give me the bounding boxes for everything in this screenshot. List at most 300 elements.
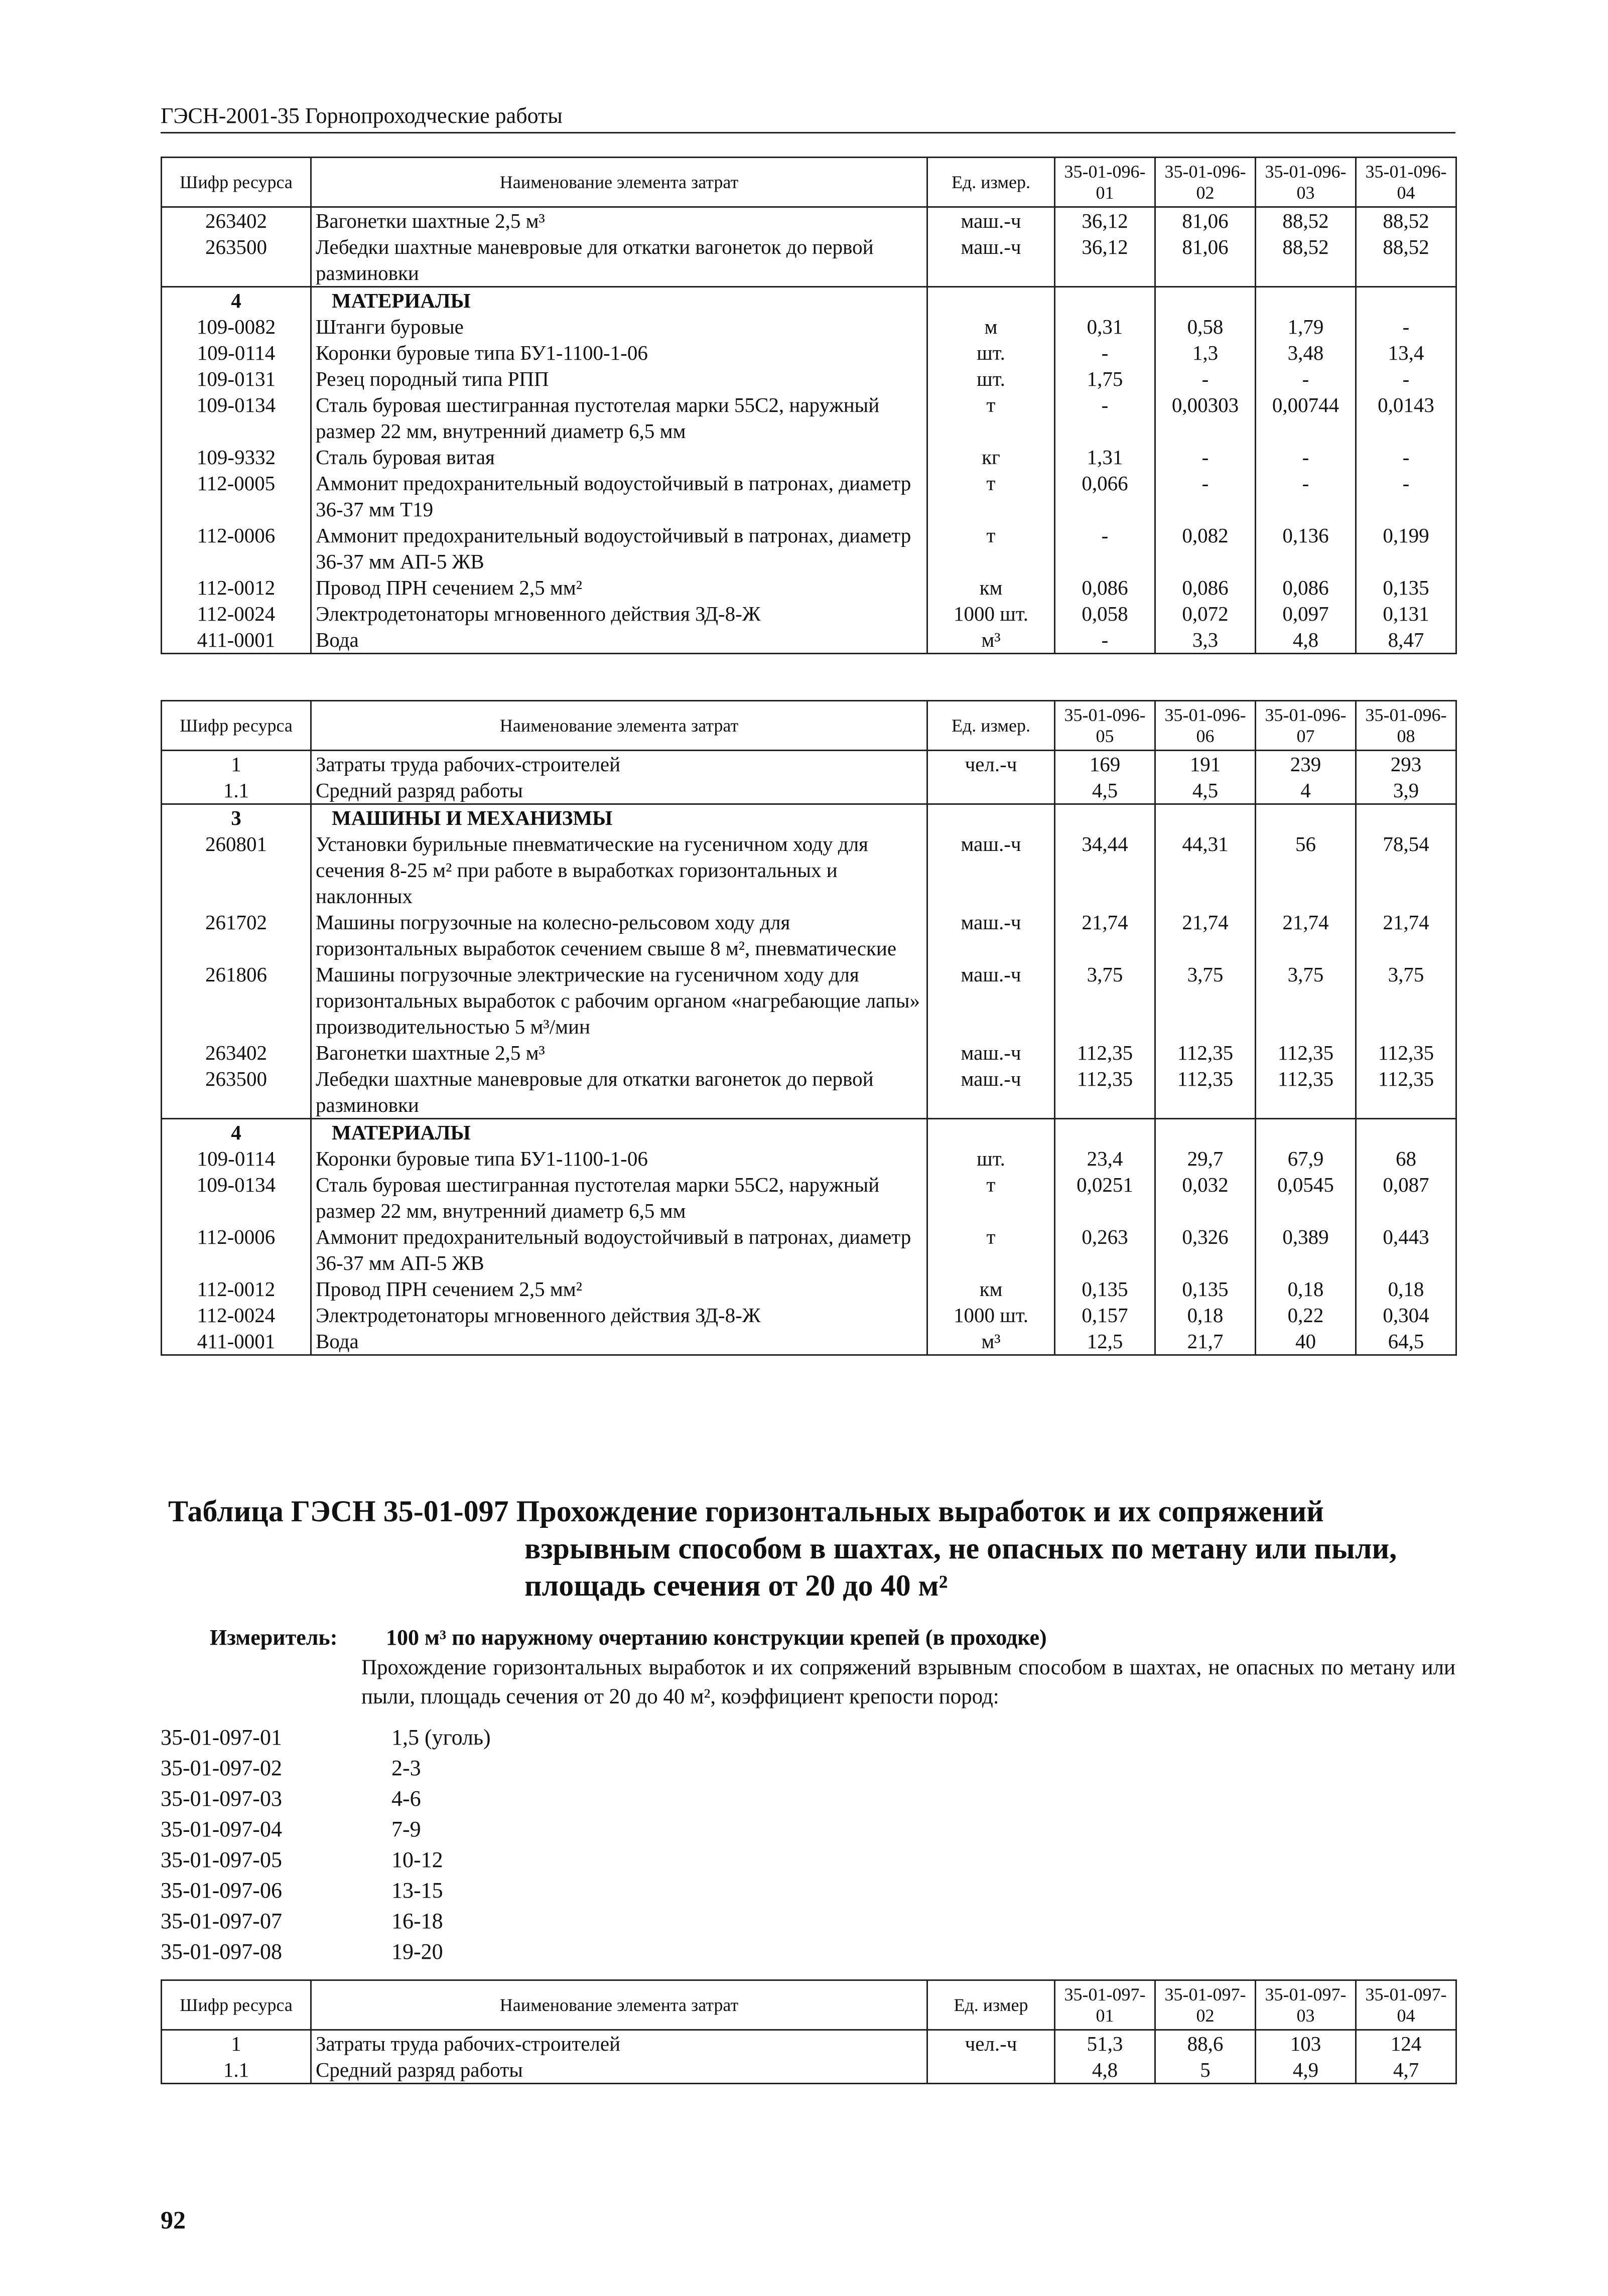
resource-table-096-a xyxy=(161,157,1457,654)
variant-value: 0,0143 xyxy=(1356,392,1456,444)
unit-of-measure xyxy=(927,804,1055,831)
variant-value: 21,74 xyxy=(1256,909,1356,961)
variant-value: 4,9 xyxy=(1256,2057,1356,2084)
running-header: ГЭСН-2001-35 Горнопроходческие работы xyxy=(161,103,1455,133)
table-header-row xyxy=(162,701,1456,751)
table-row xyxy=(162,627,1456,654)
table-row xyxy=(162,2057,1456,2084)
variant-value xyxy=(1356,804,1456,831)
table-row xyxy=(162,751,1456,778)
variant-value: 51,3 xyxy=(1055,2030,1155,2057)
variant-value: 7-9 xyxy=(391,1817,421,1841)
variant-value: - xyxy=(1356,366,1456,392)
col-header-variant: 35-01-096-06 xyxy=(1155,701,1256,751)
unit-of-measure: кг xyxy=(927,444,1055,470)
variant-code: 35-01-097-03 xyxy=(161,1786,282,1811)
table-header-row xyxy=(162,158,1456,207)
resource-name: Лебедки шахтные маневровые для откатки вагонеток до первой разминовки xyxy=(311,234,927,287)
variant-value: 68 xyxy=(1356,1145,1456,1172)
resource-name: Аммонит предохранительный водоустойчивый в патронах, диаметр 36-37 мм АП-5 ЖВ xyxy=(311,1224,927,1276)
variant-value: - xyxy=(1356,444,1456,470)
table-row xyxy=(162,1040,1456,1066)
variant-item xyxy=(161,1875,763,1906)
variant-value: 21,74 xyxy=(1155,909,1256,961)
resource-code: 263500 xyxy=(162,1066,311,1119)
variant-value: - xyxy=(1155,444,1256,470)
variant-value: 191 xyxy=(1155,751,1256,778)
table-title xyxy=(168,1493,1463,1604)
variant-value: 112,35 xyxy=(1055,1066,1155,1119)
resource-code: 260801 xyxy=(162,831,311,909)
variant-value: 21,74 xyxy=(1055,909,1155,961)
unit-of-measure: т xyxy=(927,522,1055,575)
resource-code: 112-0005 xyxy=(162,470,311,522)
table-row xyxy=(162,1302,1456,1328)
variant-value: 239 xyxy=(1256,751,1356,778)
variant-value: 4,8 xyxy=(1256,627,1356,654)
table-row xyxy=(162,207,1456,234)
variant-value: 0,097 xyxy=(1256,601,1356,627)
variant-value: - xyxy=(1256,444,1356,470)
variant-value xyxy=(1055,1119,1155,1146)
table-row xyxy=(162,1172,1456,1224)
table-row xyxy=(162,392,1456,444)
unit-of-measure: т xyxy=(927,1224,1055,1276)
page-number: 92 xyxy=(161,2206,186,2234)
resource-code: 112-0024 xyxy=(162,1302,311,1328)
resource-code: 1 xyxy=(162,2030,311,2057)
variant-value: 0,0545 xyxy=(1256,1172,1356,1224)
table-row xyxy=(162,470,1456,522)
variant-value: 0,18 xyxy=(1356,1276,1456,1302)
resource-name: Резец породный типа РПП xyxy=(311,366,927,392)
unit-of-measure: т xyxy=(927,1172,1055,1224)
variant-code: 35-01-097-04 xyxy=(161,1817,282,1841)
unit-of-measure xyxy=(927,2057,1055,2084)
variant-value xyxy=(1356,287,1456,314)
variant-value: 3,75 xyxy=(1055,961,1155,1040)
resource-name: Аммонит предохранительный водоустойчивый в патронах, диаметр 36-37 мм Т19 xyxy=(311,470,927,522)
table-row xyxy=(162,314,1456,340)
resource-name: Вода xyxy=(311,1328,927,1355)
variant-value: 0,263 xyxy=(1055,1224,1155,1276)
variant-value: 88,6 xyxy=(1155,2030,1256,2057)
col-header-name: Наименование элемента затрат xyxy=(311,158,927,207)
resource-name: МАТЕРИАЛЫ xyxy=(311,287,927,314)
resource-code: 1.1 xyxy=(162,2057,311,2084)
resource-name: Средний разряд работы xyxy=(311,2057,927,2084)
resource-code: 263500 xyxy=(162,234,311,287)
resource-name: Затраты труда рабочих-строителей xyxy=(311,751,927,778)
table-row xyxy=(162,777,1456,804)
col-header-variant: 35-01-097-01 xyxy=(1055,1980,1155,2030)
variant-value: - xyxy=(1356,470,1456,522)
variant-value: 4-6 xyxy=(391,1786,421,1811)
variant-value: 112,35 xyxy=(1356,1066,1456,1119)
resource-name: Сталь буровая шестигранная пустотелая марки 55С2, наружный размер 22 мм, внутренний диаметр 6,5 мм xyxy=(311,1172,927,1224)
resource-name: МАШИНЫ И МЕХАНИЗМЫ xyxy=(311,804,927,831)
variant-value: 78,54 xyxy=(1356,831,1456,909)
unit-of-measure: маш.-ч xyxy=(927,909,1055,961)
resource-code: 4 xyxy=(162,287,311,314)
unit-of-measure: 1000 шт. xyxy=(927,601,1055,627)
unit-of-measure: км xyxy=(927,575,1055,601)
resource-code: 263402 xyxy=(162,1040,311,1066)
variant-value: 0,22 xyxy=(1256,1302,1356,1328)
variant-value: 0,31 xyxy=(1055,314,1155,340)
unit-of-measure: шт. xyxy=(927,366,1055,392)
variant-value: 21,74 xyxy=(1356,909,1456,961)
variant-value: 169 xyxy=(1055,751,1155,778)
variant-code: 35-01-097-01 xyxy=(161,1725,282,1750)
col-header-variant: 35-01-096-07 xyxy=(1256,701,1356,751)
variant-value: 0,058 xyxy=(1055,601,1155,627)
variant-item xyxy=(161,1936,763,1967)
section-row xyxy=(162,287,1456,314)
resource-name: Средний разряд работы xyxy=(311,777,927,804)
table-row xyxy=(162,366,1456,392)
table-row xyxy=(162,1145,1456,1172)
variant-value: 0,326 xyxy=(1155,1224,1256,1276)
variant-value: 13-15 xyxy=(391,1878,443,1903)
col-header-variant: 35-01-096-03 xyxy=(1256,158,1356,207)
resource-code: 112-0024 xyxy=(162,601,311,627)
resource-name: Провод ПРН сечением 2,5 мм² xyxy=(311,575,927,601)
variant-value: 10-12 xyxy=(391,1847,443,1872)
variant-value xyxy=(1256,804,1356,831)
table-row xyxy=(162,1066,1456,1119)
resource-code: 109-0114 xyxy=(162,1145,311,1172)
variant-value: 0,0251 xyxy=(1055,1172,1155,1224)
variant-value: 40 xyxy=(1256,1328,1356,1355)
resource-code: 411-0001 xyxy=(162,627,311,654)
variant-value: 0,086 xyxy=(1055,575,1155,601)
table-title-rest: взрывным способом в шахтах, не опасных по метану или пыли, площадь сечения от 20 до 40 м² xyxy=(524,1532,1397,1602)
table-row xyxy=(162,961,1456,1040)
variant-item xyxy=(161,1814,763,1844)
variant-value: 0,443 xyxy=(1356,1224,1456,1276)
variant-value xyxy=(1055,287,1155,314)
resource-code: 112-0006 xyxy=(162,1224,311,1276)
variant-value: 36,12 xyxy=(1055,207,1155,234)
variant-value: 103 xyxy=(1256,2030,1356,2057)
table-row xyxy=(162,1276,1456,1302)
variant-value: 0,389 xyxy=(1256,1224,1356,1276)
resource-code: 112-0012 xyxy=(162,575,311,601)
variant-value xyxy=(1155,287,1256,314)
variant-value: 112,35 xyxy=(1155,1040,1256,1066)
variant-value: 0,086 xyxy=(1155,575,1256,601)
unit-of-measure: маш.-ч xyxy=(927,234,1055,287)
resource-code: 4 xyxy=(162,1119,311,1146)
table-row xyxy=(162,1224,1456,1276)
table-title-line: Таблица ГЭСН 35-01-097 Прохождение горизонтальных выработок и их сопряжений xyxy=(168,1495,1324,1528)
meter-label: Измеритель: xyxy=(210,1625,338,1650)
variant-value: 0,199 xyxy=(1356,522,1456,575)
variant-value: 29,7 xyxy=(1155,1145,1256,1172)
variant-item xyxy=(161,1844,763,1875)
variant-value: 67,9 xyxy=(1256,1145,1356,1172)
resource-code: 112-0006 xyxy=(162,522,311,575)
col-header-variant: 35-01-096-01 xyxy=(1055,158,1155,207)
variant-value: 13,4 xyxy=(1356,340,1456,366)
resource-code: 109-9332 xyxy=(162,444,311,470)
variants-list xyxy=(161,1722,763,1967)
variant-value: 3,3 xyxy=(1155,627,1256,654)
variant-value xyxy=(1256,287,1356,314)
variant-value: 88,52 xyxy=(1256,234,1356,287)
variant-value: 3,9 xyxy=(1356,777,1456,804)
meter-value: 100 м³ по наружному очертанию конструкции крепей (в проходке) xyxy=(386,1625,1047,1650)
variant-value: 4,7 xyxy=(1356,2057,1456,2084)
col-header-code: Шифр ресурса xyxy=(162,158,311,207)
col-header-name: Наименование элемента затрат xyxy=(311,701,927,751)
resource-name: МАТЕРИАЛЫ xyxy=(311,1119,927,1146)
col-header-variant: 35-01-096-08 xyxy=(1356,701,1456,751)
table-row xyxy=(162,234,1456,287)
table-header-row xyxy=(162,1980,1456,2030)
unit-of-measure: т xyxy=(927,392,1055,444)
table-row xyxy=(162,340,1456,366)
unit-of-measure xyxy=(927,1119,1055,1146)
col-header-variant: 35-01-096-05 xyxy=(1055,701,1155,751)
variant-value: 0,18 xyxy=(1155,1302,1256,1328)
variant-code: 35-01-097-06 xyxy=(161,1878,282,1903)
measurement-unit xyxy=(210,1623,1454,1652)
variant-value: 8,47 xyxy=(1356,627,1456,654)
variant-value: - xyxy=(1155,470,1256,522)
variant-value: - xyxy=(1055,340,1155,366)
resource-name: Машины погрузочные на колесно-рельсовом ходу для горизонтальных выработок сечением свыше 8 м², пневматические xyxy=(311,909,927,961)
variant-value: 0,58 xyxy=(1155,314,1256,340)
resource-code: 109-0082 xyxy=(162,314,311,340)
variant-value: 0,157 xyxy=(1055,1302,1155,1328)
variant-value: 112,35 xyxy=(1256,1066,1356,1119)
unit-of-measure: маш.-ч xyxy=(927,1066,1055,1119)
resource-code: 109-0114 xyxy=(162,340,311,366)
variant-value xyxy=(1155,1119,1256,1146)
variant-value: - xyxy=(1055,392,1155,444)
col-header-name: Наименование элемента затрат xyxy=(311,1980,927,2030)
resource-name: Электродетонаторы мгновенного действия ЗД-8-Ж xyxy=(311,1302,927,1328)
variant-value: 0,136 xyxy=(1256,522,1356,575)
variant-value: 112,35 xyxy=(1155,1066,1256,1119)
variant-value: 0,00303 xyxy=(1155,392,1256,444)
resource-name: Машины погрузочные электрические на гусеничном ходу для горизонтальных выработок с рабочим органом «нагребающие лапы» производительностью 5 м³/мин xyxy=(311,961,927,1040)
resource-name: Вагонетки шахтные 2,5 м³ xyxy=(311,207,927,234)
variant-value: 88,52 xyxy=(1256,207,1356,234)
variant-value: 0,135 xyxy=(1356,575,1456,601)
variant-value: 81,06 xyxy=(1155,207,1256,234)
variant-value: 16-18 xyxy=(391,1909,443,1933)
variant-value: 34,44 xyxy=(1055,831,1155,909)
variant-value: 1,3 xyxy=(1155,340,1256,366)
unit-of-measure: шт. xyxy=(927,340,1055,366)
col-header-variant: 35-01-096-04 xyxy=(1356,158,1456,207)
variant-value: - xyxy=(1055,627,1155,654)
col-header-variant: 35-01-096-02 xyxy=(1155,158,1256,207)
resource-code: 3 xyxy=(162,804,311,831)
resource-name: Коронки буровые типа БУ1-1100-1-06 xyxy=(311,340,927,366)
resource-table-097 xyxy=(161,1979,1457,2084)
variant-value: 3,75 xyxy=(1155,961,1256,1040)
variant-value: 1,31 xyxy=(1055,444,1155,470)
resource-name: Затраты труда рабочих-строителей xyxy=(311,2030,927,2057)
variant-value: 2-3 xyxy=(391,1756,421,1780)
table-row xyxy=(162,522,1456,575)
resource-name: Вода xyxy=(311,627,927,654)
col-header-unit: Ед. измер. xyxy=(927,158,1055,207)
col-header-code: Шифр ресурса xyxy=(162,701,311,751)
variant-value: 56 xyxy=(1256,831,1356,909)
variant-value: 88,52 xyxy=(1356,234,1456,287)
unit-of-measure xyxy=(927,777,1055,804)
variant-value: 21,7 xyxy=(1155,1328,1256,1355)
resource-name: Электродетонаторы мгновенного действия ЗД-8-Ж xyxy=(311,601,927,627)
variant-code: 35-01-097-02 xyxy=(161,1756,282,1780)
resource-name: Коронки буровые типа БУ1-1100-1-06 xyxy=(311,1145,927,1172)
variant-value: 0,072 xyxy=(1155,601,1256,627)
resource-name: Штанги буровые xyxy=(311,314,927,340)
variant-item xyxy=(161,1722,763,1753)
variant-value: 124 xyxy=(1356,2030,1456,2057)
section-row xyxy=(162,1119,1456,1146)
variant-value: 36,12 xyxy=(1055,234,1155,287)
unit-of-measure: т xyxy=(927,470,1055,522)
variant-value: 3,75 xyxy=(1256,961,1356,1040)
col-header-unit: Ед. измер xyxy=(927,1980,1055,2030)
unit-of-measure: шт. xyxy=(927,1145,1055,1172)
resource-code: 1.1 xyxy=(162,777,311,804)
variant-value xyxy=(1055,804,1155,831)
resource-name: Вагонетки шахтные 2,5 м³ xyxy=(311,1040,927,1066)
variant-value: 112,35 xyxy=(1055,1040,1155,1066)
variant-value: 0,135 xyxy=(1055,1276,1155,1302)
variant-value: - xyxy=(1256,470,1356,522)
variant-value: 1,5 (уголь) xyxy=(391,1725,491,1750)
variant-value: 293 xyxy=(1356,751,1456,778)
variant-value: - xyxy=(1055,522,1155,575)
col-header-variant: 35-01-097-02 xyxy=(1155,1980,1256,2030)
table-row xyxy=(162,601,1456,627)
variant-value: 112,35 xyxy=(1356,1040,1456,1066)
resource-code: 263402 xyxy=(162,207,311,234)
unit-of-measure: чел.-ч xyxy=(927,751,1055,778)
table-row xyxy=(162,444,1456,470)
table-row xyxy=(162,1328,1456,1355)
resource-code: 109-0131 xyxy=(162,366,311,392)
col-header-code: Шифр ресурса xyxy=(162,1980,311,2030)
resource-name: Лебедки шахтные маневровые для откатки вагонеток до первой разминовки xyxy=(311,1066,927,1119)
unit-of-measure: чел.-ч xyxy=(927,2030,1055,2057)
col-header-variant: 35-01-097-03 xyxy=(1256,1980,1356,2030)
unit-of-measure: маш.-ч xyxy=(927,1040,1055,1066)
variant-code: 35-01-097-08 xyxy=(161,1939,282,1964)
variant-value: 0,304 xyxy=(1356,1302,1456,1328)
variant-item xyxy=(161,1906,763,1936)
variant-value: 0,066 xyxy=(1055,470,1155,522)
variant-value: 5 xyxy=(1155,2057,1256,2084)
unit-of-measure: км xyxy=(927,1276,1055,1302)
variant-value: 81,06 xyxy=(1155,234,1256,287)
variant-value: 1,75 xyxy=(1055,366,1155,392)
variant-item xyxy=(161,1753,763,1783)
variant-value: 0,032 xyxy=(1155,1172,1256,1224)
variant-value: 4,5 xyxy=(1155,777,1256,804)
variant-value xyxy=(1155,804,1256,831)
col-header-variant: 35-01-097-04 xyxy=(1356,1980,1456,2030)
resource-code: 261702 xyxy=(162,909,311,961)
unit-of-measure xyxy=(927,287,1055,314)
resource-name: Установки бурильные пневматические на гусеничном ходу для сечения 8-25 м² при работе в выработках горизонтальных и наклонных xyxy=(311,831,927,909)
variant-code: 35-01-097-05 xyxy=(161,1847,282,1872)
variant-code: 35-01-097-07 xyxy=(161,1909,282,1933)
resource-code: 261806 xyxy=(162,961,311,1040)
variant-value: 0,131 xyxy=(1356,601,1456,627)
resource-name: Аммонит предохранительный водоустойчивый в патронах, диаметр 36-37 мм АП-5 ЖВ xyxy=(311,522,927,575)
variant-value: - xyxy=(1155,366,1256,392)
variant-value: 4 xyxy=(1256,777,1356,804)
variant-value: 112,35 xyxy=(1256,1040,1356,1066)
variant-value: 44,31 xyxy=(1155,831,1256,909)
unit-of-measure: м xyxy=(927,314,1055,340)
variant-value: 88,52 xyxy=(1356,207,1456,234)
variant-value: 4,5 xyxy=(1055,777,1155,804)
unit-of-measure: м³ xyxy=(927,627,1055,654)
variant-value: - xyxy=(1356,314,1456,340)
variant-value: 0,082 xyxy=(1155,522,1256,575)
variant-value: 0,086 xyxy=(1256,575,1356,601)
variant-value: 12,5 xyxy=(1055,1328,1155,1355)
variant-value: 4,8 xyxy=(1055,2057,1155,2084)
resource-code: 109-0134 xyxy=(162,1172,311,1224)
table-row xyxy=(162,2030,1456,2057)
unit-of-measure: маш.-ч xyxy=(927,831,1055,909)
resource-table-096-b xyxy=(161,700,1457,1356)
variant-value: - xyxy=(1256,366,1356,392)
table-row xyxy=(162,575,1456,601)
table-row xyxy=(162,831,1456,909)
variant-value xyxy=(1256,1119,1356,1146)
col-header-unit: Ед. измер. xyxy=(927,701,1055,751)
resource-name: Сталь буровая витая xyxy=(311,444,927,470)
resource-name: Провод ПРН сечением 2,5 мм² xyxy=(311,1276,927,1302)
resource-code: 1 xyxy=(162,751,311,778)
variant-item xyxy=(161,1783,763,1814)
unit-of-measure: м³ xyxy=(927,1328,1055,1355)
variant-value: 19-20 xyxy=(391,1939,443,1964)
unit-of-measure: маш.-ч xyxy=(927,207,1055,234)
resource-name: Сталь буровая шестигранная пустотелая марки 55С2, наружный размер 22 мм, внутренний диаметр 6,5 мм xyxy=(311,392,927,444)
variant-value: 23,4 xyxy=(1055,1145,1155,1172)
resource-code: 109-0134 xyxy=(162,392,311,444)
variant-value: 0,087 xyxy=(1356,1172,1456,1224)
variant-value: 64,5 xyxy=(1356,1328,1456,1355)
unit-of-measure: 1000 шт. xyxy=(927,1302,1055,1328)
variant-value: 0,135 xyxy=(1155,1276,1256,1302)
work-description: Прохождение горизонтальных выработок и их сопряжений взрывным способом в шахтах, не опасных по метану или пыли, площадь сечения от 20 до 40 м², коэффициент крепости пород: xyxy=(361,1656,1455,1708)
variant-value: 1,79 xyxy=(1256,314,1356,340)
variant-value xyxy=(1356,1119,1456,1146)
variant-value: 3,75 xyxy=(1356,961,1456,1040)
resource-code: 112-0012 xyxy=(162,1276,311,1302)
unit-of-measure: маш.-ч xyxy=(927,961,1055,1040)
variant-value: 0,00744 xyxy=(1256,392,1356,444)
variant-value: 0,18 xyxy=(1256,1276,1356,1302)
variant-value: 3,48 xyxy=(1256,340,1356,366)
resource-code: 411-0001 xyxy=(162,1328,311,1355)
table-row xyxy=(162,909,1456,961)
